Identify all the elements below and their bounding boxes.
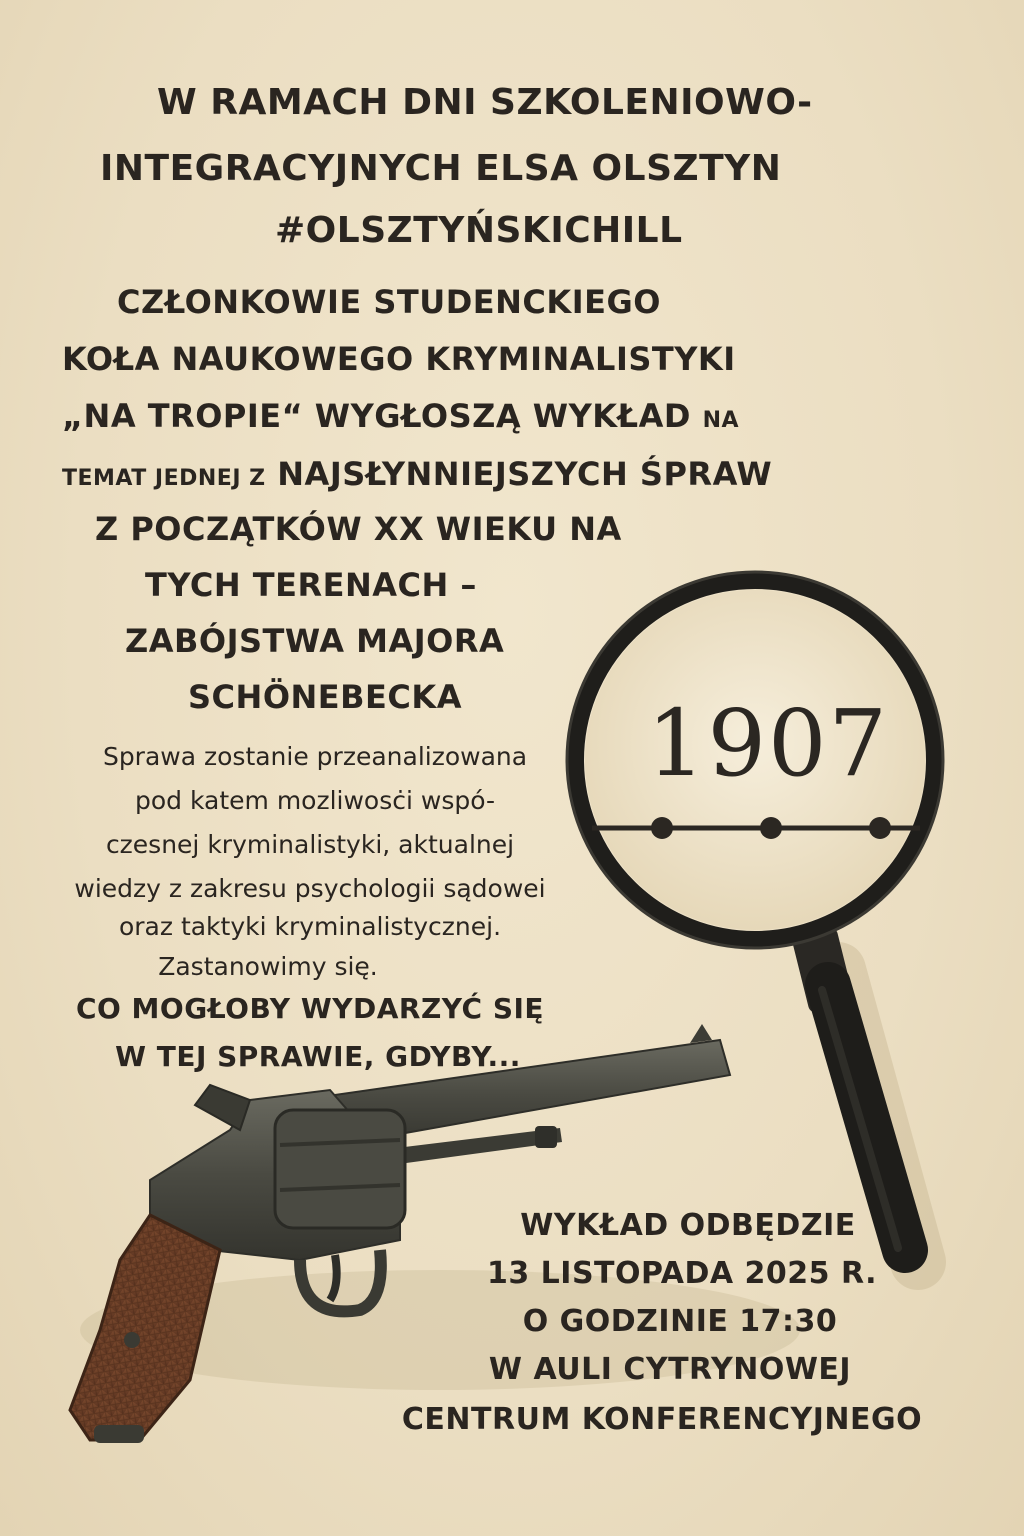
header-hashtag: #OLSZTYŃSKICHILL — [275, 210, 683, 251]
intro-line-3-tail: NA — [702, 408, 740, 433]
header-line-2: INTEGRACYJNYCH ELSA OLSZTYN — [100, 148, 782, 189]
intro-line-4-lead: TEMAT JEDNEJ Z — [62, 466, 266, 491]
intro-line-6: TYCH TERENACH – — [145, 566, 477, 604]
details-venue: W AULI CYTRYNOWEJ — [488, 1352, 852, 1387]
question-line-2: W TEJ SPRAWIE, GDYBY... — [115, 1040, 521, 1073]
intro-line-3-main: „NA TROPIE“ WYGŁOSZĄ WYKŁAD — [62, 397, 691, 435]
magnifying-glass-icon — [567, 572, 943, 1262]
description-line-3: czesnej kryminalistyki, aktualnej — [105, 830, 515, 859]
question-line-1: CO MOGŁOBY WYDARZYĆ SIĘ — [75, 992, 545, 1025]
description-line-4: wiedzy z zakresu psychologii sądowei — [74, 874, 546, 903]
details-line-1: WYKŁAD ODBĘDZIE — [520, 1208, 856, 1243]
intro-line-5: Z POCZĄTKÓW XX WIEKU NA — [95, 510, 622, 548]
details-date: 13 LISTOPADA 2025 R. — [486, 1256, 878, 1291]
intro-line-4-main: NAJSŁYNNIEJSZYCH ŚPRAW — [277, 455, 773, 493]
intro-line-8: SCHÖNEBECKA — [188, 678, 462, 716]
description-line-1: Sprawa zostanie przeanalizowana — [102, 742, 528, 771]
details-venue-building: CENTRUM KONFERENCYJNEGO — [401, 1402, 923, 1437]
description-line-5: oraz taktyki kryminalistycznej. — [118, 912, 502, 941]
intro-line-4 — [62, 455, 772, 493]
details-time: O GODZINIE 17:30 — [522, 1304, 838, 1339]
header-line-1: W RAMACH DNI SZKOLENIOWO- — [157, 82, 813, 123]
intro-line-2: KOŁA NAUKOWEGO KRYMINALISTYKI — [62, 340, 736, 378]
magnifier-year: 1907 — [646, 690, 890, 797]
description-line-2: pod katem mozliwosċi wspó- — [134, 786, 496, 815]
intro-line-7: ZABÓJSTWA MAJORA — [125, 622, 505, 660]
description-line-6: Zastanowimy się. — [158, 952, 378, 981]
intro-line-1: CZŁONKOWIE STUDENCKIEGO — [117, 283, 661, 321]
intro-line-3 — [62, 397, 739, 435]
